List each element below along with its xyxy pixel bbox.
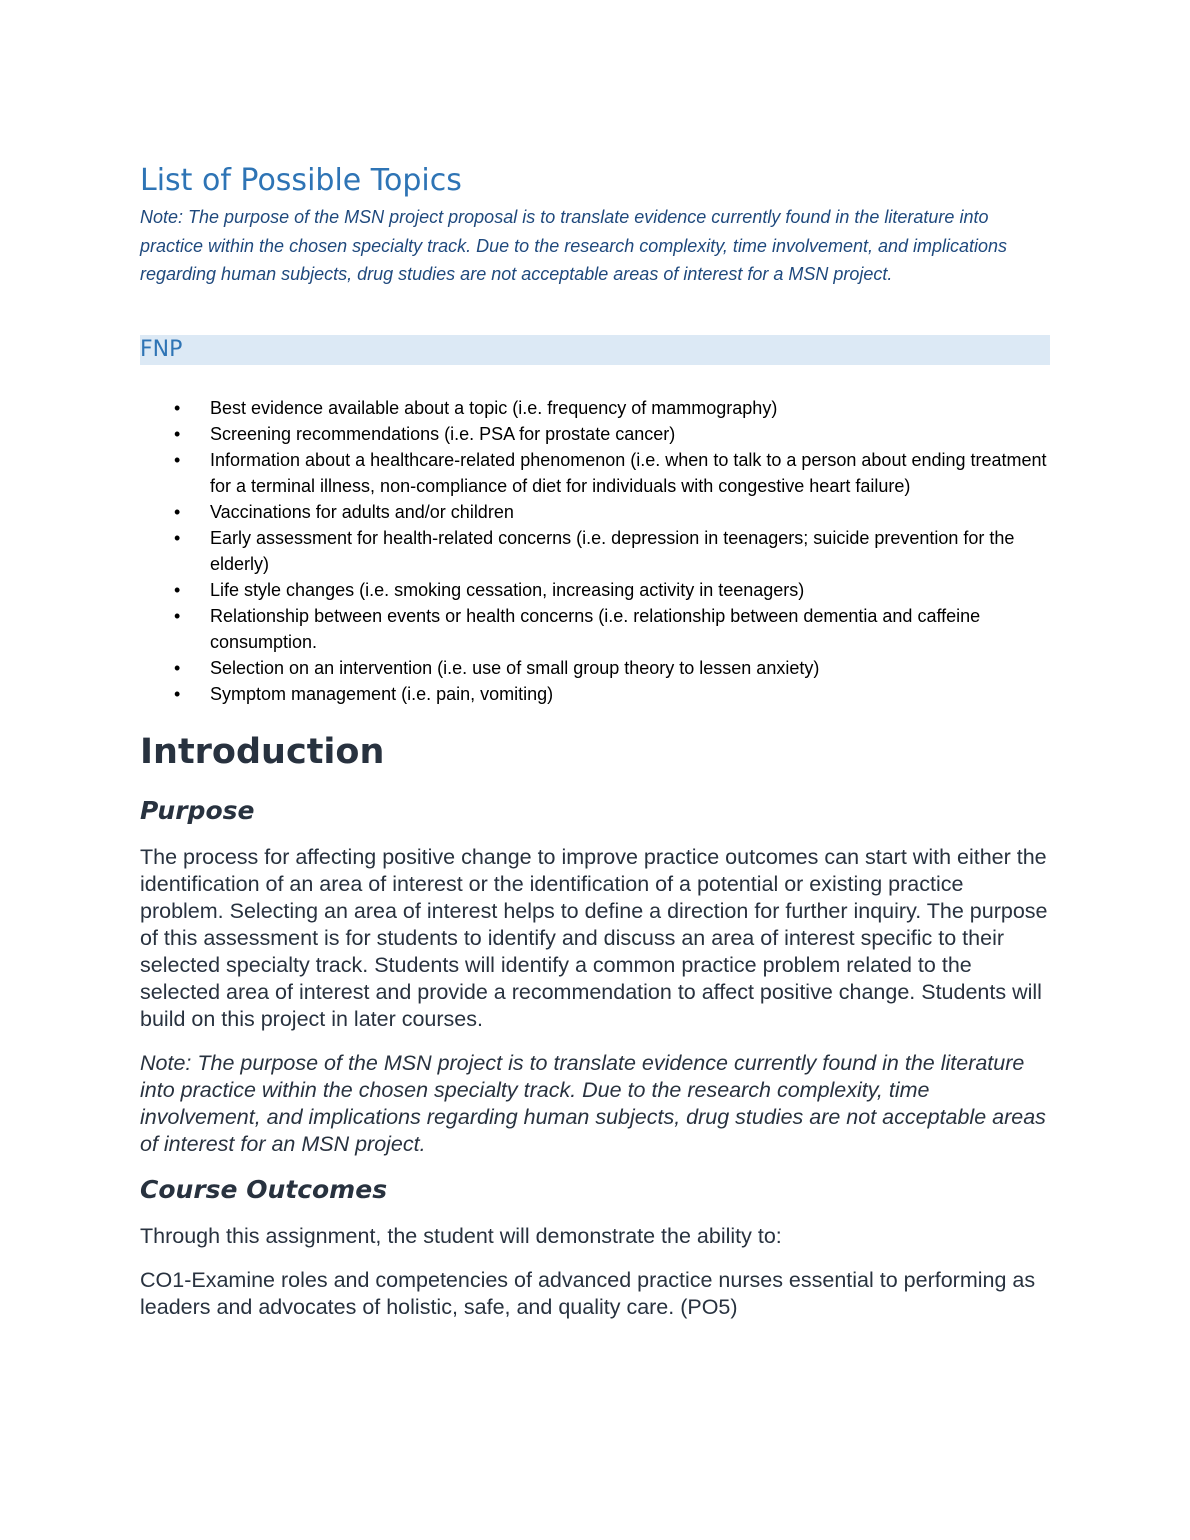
list-item xyxy=(140,655,1050,681)
topic-text: Screening recommendations (i.e. PSA for prostate cancer) xyxy=(210,423,676,444)
purpose-paragraph: The process for affecting positive change to improve practice outcomes can start with either the identification of an area of interest or the identification of a potential or existing practice problem. Selecting an area of interest helps to define a direction for further inquiry. The purpose of this assessment is for students to identify and discuss an area of interest specific to their selected specialty track. Students will identify a common practice problem related to the selected area of interest and provide a recommendation to affect positive change. Students will build on this project in later courses. xyxy=(140,844,1048,1031)
document-page xyxy=(140,160,1050,1321)
topic-text: Selection on an intervention (i.e. use of small group theory to lessen anxiety) xyxy=(210,657,820,678)
topic-text: Symptom management (i.e. pain, vomiting) xyxy=(210,683,554,704)
outcomes-intro: Through this assignment, the student will demonstrate the ability to: xyxy=(140,1223,782,1248)
bullet-icon: • xyxy=(174,527,181,548)
bullet-icon: • xyxy=(174,579,181,600)
topic-text: Vaccinations for adults and/or children xyxy=(210,501,514,522)
list-item xyxy=(140,603,1050,655)
introduction-heading: Introduction xyxy=(140,731,385,772)
topic-text: Relationship between events or health concerns (i.e. relationship between dementia and caffeine consumption. xyxy=(210,605,981,652)
bullet-icon: • xyxy=(174,657,181,678)
list-item xyxy=(140,525,1050,577)
purpose-heading: Purpose xyxy=(140,795,255,825)
topics-note: Note: The purpose of the MSN project proposal is to translate evidence currently found in the literature into practice within the chosen specialty track. Due to the research complexity, time involvement, and implications regarding human subjects, drug studies are not acceptable areas of interest for a MSN project. xyxy=(140,207,1008,284)
list-item xyxy=(140,681,1050,707)
topic-text: Early assessment for health-related concerns (i.e. depression in teenagers; suicide prevention for the elderly) xyxy=(210,527,1015,574)
section-heading-fnp: FNP xyxy=(140,335,1050,365)
outcome-co1: CO1-Examine roles and competencies of advanced practice nurses essential to performing as leaders and advocates of holistic, safe, and quality care. (PO5) xyxy=(140,1267,1036,1319)
list-item xyxy=(140,421,1050,447)
list-item xyxy=(140,447,1050,499)
bullet-icon: • xyxy=(174,683,181,704)
course-outcomes-heading: Course Outcomes xyxy=(140,1174,388,1204)
bullet-icon: • xyxy=(174,423,181,444)
bullet-icon: • xyxy=(174,397,181,418)
bullet-icon: • xyxy=(174,605,181,626)
purpose-note: Note: The purpose of the MSN project is to translate evidence currently found in the literature into practice within the chosen specialty track. Due to the research complexity, time involvement, and implications regarding human subjects, drug studies are not acceptable areas of interest for an MSN project. xyxy=(140,1050,1046,1156)
list-item xyxy=(140,499,1050,525)
topic-list xyxy=(140,395,1050,707)
bullet-icon: • xyxy=(174,501,181,522)
topic-text: Life style changes (i.e. smoking cessation, increasing activity in teenagers) xyxy=(210,579,805,600)
bullet-icon: • xyxy=(174,449,181,470)
topic-text: Best evidence available about a topic (i.e. frequency of mammography) xyxy=(210,397,778,418)
topic-text: Information about a healthcare-related phenomenon (i.e. when to talk to a person about ending treatment for a terminal illness, non-compliance of diet for individuals with congestive heart failure) xyxy=(210,449,1047,496)
list-item xyxy=(140,577,1050,603)
list-item xyxy=(140,395,1050,421)
document-title: List of Possible Topics xyxy=(140,163,462,198)
